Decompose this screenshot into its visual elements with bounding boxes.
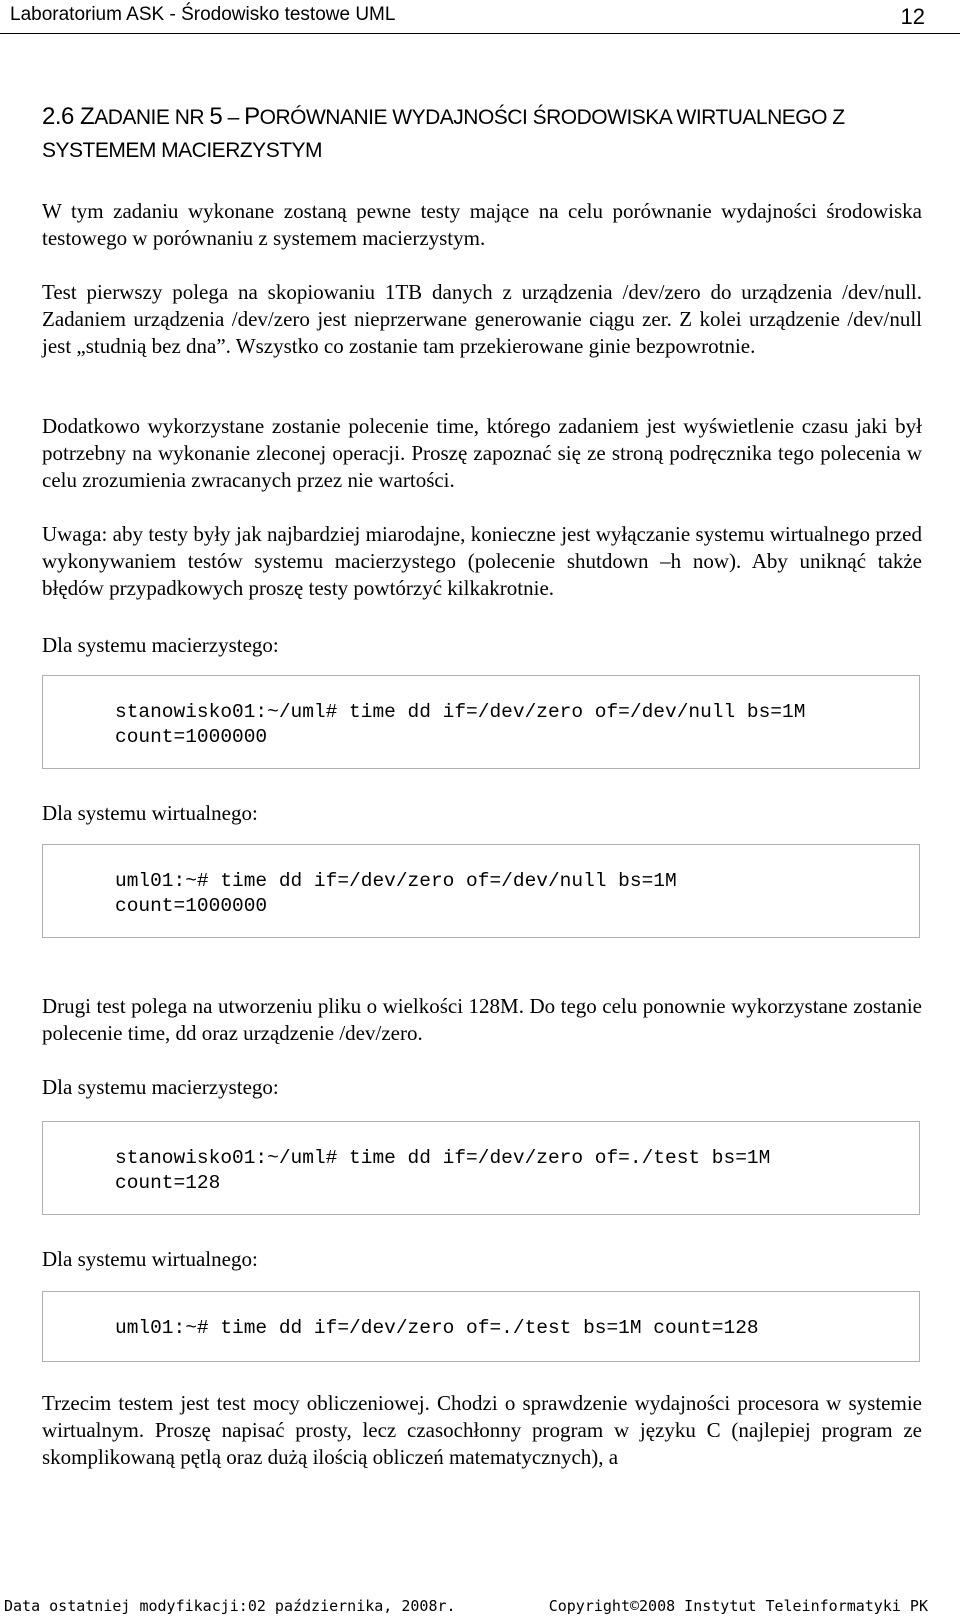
code-block-virtual-1: uml01:~# time dd if=/dev/zero of=/dev/null bs=1M count=1000000 — [42, 844, 920, 938]
page-header — [0, 0, 960, 34]
heading-task-number: 5 — [209, 103, 223, 130]
section-heading — [42, 100, 922, 167]
test2-paragraph: Drugi test polega na utworzeniu pliku o wielkości 128M. Do tego celu ponownie wykorzystane zostanie polecenie time, dd oraz urządzenie /dev/zero. — [42, 994, 922, 1045]
code-block-host-1: stanowisko01:~/uml# time dd if=/dev/zero of=/dev/null bs=1M count=1000000 — [42, 675, 920, 769]
heading-part-2: ORÓWNANIE WYDAJNOŚCI ŚRODOWISKA WIRTUALNEGO Z SYSTEMEM MACIERZYSTYM — [42, 106, 845, 162]
footer-copyright: Copyright©2008 Instytut Teleinformatyki PK — [548, 1597, 928, 1615]
virtual-label-2: Dla systemu wirtualnego: — [42, 1247, 258, 1271]
test1-paragraph: Test pierwszy polega na skopiowaniu 1TB danych z urządzenia /dev/zero do urządzenia /dev/null. Zadaniem urządzenia /dev/zero jest nieprzerwane generowanie ciągu zer. Z kolei urządzenie /dev/null jest „studnią bez dna”. Wszystko co zostanie tam przekierowane ginie bezpowrotnie. — [42, 280, 922, 358]
heading-initial-z: Z — [80, 103, 95, 130]
host-label-2: Dla systemu macierzystego: — [42, 1075, 279, 1099]
heading-initial-p: P — [244, 103, 260, 130]
heading-dash: – — [222, 106, 245, 129]
header-title: Laboratorium ASK - Środowisko testowe UML — [10, 4, 396, 25]
code-block-host-2: stanowisko01:~/uml# time dd if=/dev/zero of=./test bs=1M count=128 — [42, 1121, 920, 1215]
page-number: 12 — [900, 4, 925, 29]
test3-paragraph: Trzecim testem jest test mocy obliczeniowej. Chodzi o sprawdzenie wydajności procesora w systemie wirtualnym. Proszę napisać prosty, lecz czasochłonny program w języku C (najlepiej program ze skomplikowaną pętlą oraz dużą ilością obliczeń matematycznych), a — [42, 1391, 922, 1469]
code-block-virtual-2: uml01:~# time dd if=/dev/zero of=./test bs=1M count=128 — [42, 1291, 920, 1362]
heading-part-1: ADANIE NR — [94, 106, 210, 129]
note-paragraph: Uwaga: aby testy były jak najbardziej miarodajne, konieczne jest wyłączanie systemu wirtualnego przed wykonywaniem testów systemu macierzystego (polecenie shutdown –h now). Aby uniknąć także błędów przypadkowych proszę testy powtórzyć kilkakrotnie. — [42, 522, 922, 600]
host-label-1: Dla systemu macierzystego: — [42, 633, 279, 657]
intro-paragraph: W tym zadaniu wykonane zostaną pewne testy mające na celu porównanie wydajności środowiska testowego w porównaniu z systemem macierzystym. — [42, 199, 922, 250]
time-info-paragraph: Dodatkowo wykorzystane zostanie polecenie time, którego zadaniem jest wyświetlenie czasu jaki był potrzebny na wykonanie zleconej operacji. Proszę zapoznać się ze stroną podręcznika tego polecenia w celu zrozumienia zwracanych przez nie wartości. — [42, 414, 922, 492]
heading-number: 2.6 — [42, 103, 81, 130]
virtual-label-1: Dla systemu wirtualnego: — [42, 801, 258, 825]
footer-modification-date: Data ostatniej modyfikacji:02 października, 2008r. — [4, 1597, 456, 1615]
